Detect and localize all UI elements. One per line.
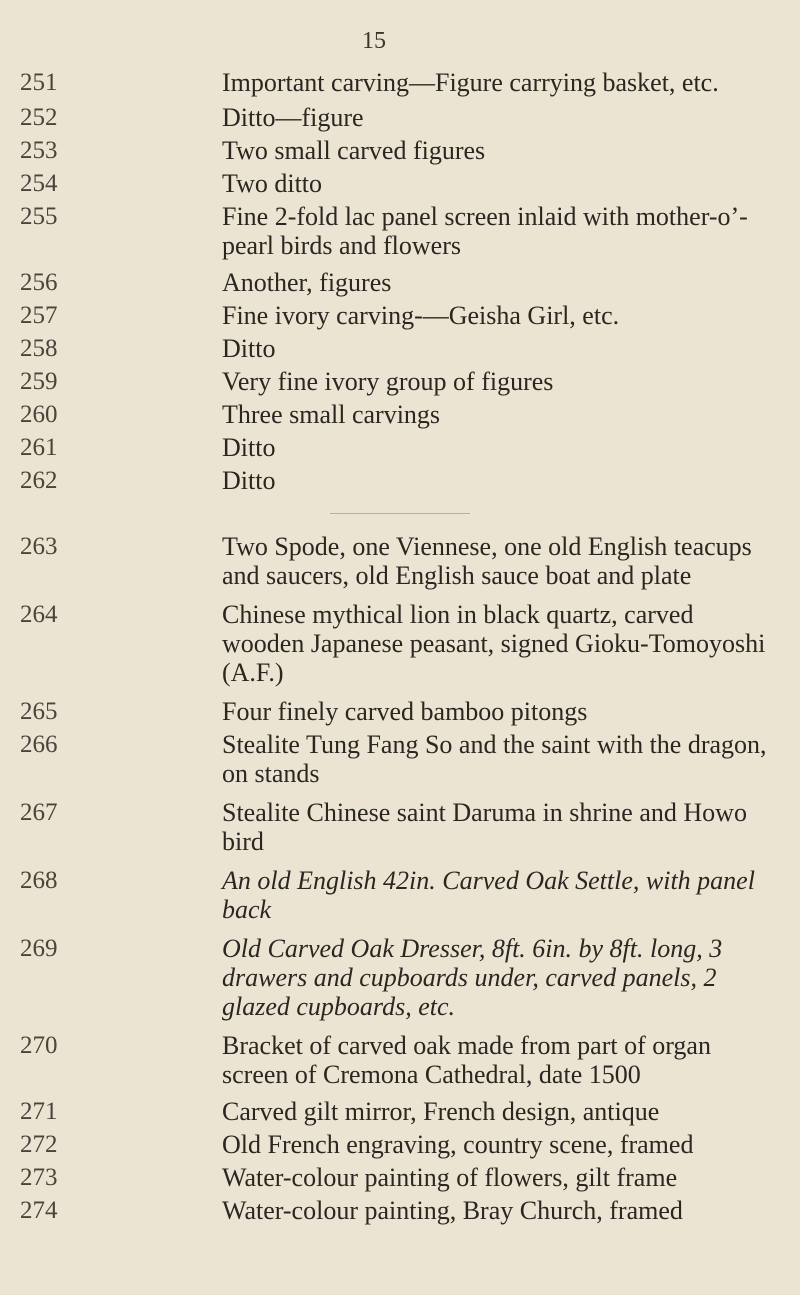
section-divider <box>330 513 470 514</box>
lot-number: 263 <box>20 533 58 560</box>
lot-description: Water-colour painting, Bray Church, framed <box>222 1196 683 1225</box>
lot-number: 258 <box>20 335 58 362</box>
lot-entry <box>0 169 800 198</box>
lot-entry <box>0 730 800 788</box>
lot-entry <box>0 103 800 132</box>
lot-number: 269 <box>20 935 58 962</box>
lot-number: 273 <box>20 1164 58 1191</box>
lot-entry <box>0 532 800 590</box>
lot-description: An old English 42in. Carved Oak Settle, with panel back <box>222 866 755 924</box>
lot-number: 262 <box>20 467 58 494</box>
lot-entry <box>0 1196 800 1225</box>
lot-description: Two Spode, one Viennese, one old English teacups and saucers, old English sauce boat and plate <box>222 532 752 590</box>
lot-entry <box>0 934 800 1021</box>
lot-number: 274 <box>20 1197 58 1224</box>
lot-entry <box>0 600 800 687</box>
lot-description: Bracket of carved oak made from part of organ screen of Cremona Cathedral, date 1500 <box>222 1031 711 1089</box>
lot-entry <box>0 68 800 97</box>
lot-number: 271 <box>20 1098 58 1125</box>
lot-number: 265 <box>20 698 58 725</box>
lot-entry <box>0 1031 800 1089</box>
page-number: 15 <box>362 28 386 54</box>
lot-entry <box>0 1163 800 1192</box>
lot-entry <box>0 268 800 297</box>
lot-description: Old Carved Oak Dresser, 8ft. 6in. by 8ft. long, 3 drawers and cupboards under, carved panels, 2 glazed cupboards, etc. <box>222 934 723 1021</box>
lot-description: Three small carvings <box>222 400 441 429</box>
lot-description: Water-colour painting of flowers, gilt frame <box>222 1163 678 1192</box>
lot-entry <box>0 400 800 429</box>
lot-description: Fine 2-fold lac panel screen inlaid with mother-o’-pearl birds and flowers <box>222 202 748 260</box>
lot-number: 261 <box>20 434 58 461</box>
lot-number: 253 <box>20 137 58 164</box>
lot-description: Another, figures <box>222 268 392 297</box>
lot-entry <box>0 1097 800 1126</box>
lot-description: Fine ivory carving-—Geisha Girl, etc. <box>222 301 620 330</box>
lot-entry <box>0 367 800 396</box>
lot-number: 268 <box>20 867 58 894</box>
lot-number: 266 <box>20 731 58 758</box>
lot-number: 260 <box>20 401 58 428</box>
lot-group-oriental <box>0 68 800 495</box>
lot-number: 272 <box>20 1131 58 1158</box>
lot-entry <box>0 202 800 260</box>
lot-description: Old French engraving, country scene, framed <box>222 1130 694 1159</box>
lot-entry <box>0 301 800 330</box>
lot-description: Very fine ivory group of figures <box>222 367 554 396</box>
lot-number: 252 <box>20 104 58 131</box>
lot-description: Four finely carved bamboo pitongs <box>222 697 588 726</box>
lot-number: 257 <box>20 302 58 329</box>
lot-description: Carved gilt mirror, French design, antique <box>222 1097 660 1126</box>
lot-number: 256 <box>20 269 58 296</box>
lot-description: Ditto <box>222 433 276 462</box>
lot-entry <box>0 866 800 924</box>
lot-description: Ditto—figure <box>222 103 364 132</box>
lot-entry <box>0 697 800 726</box>
lot-entry <box>0 1130 800 1159</box>
lot-description: Important carving—Figure carrying basket, etc. <box>222 68 719 97</box>
lot-number: 251 <box>20 69 58 96</box>
lot-number: 267 <box>20 799 58 826</box>
lot-entry <box>0 466 800 495</box>
lot-description: Chinese mythical lion in black quartz, carved wooden Japanese peasant, signed Gioku-Tomoyoshi (A.F.) <box>222 600 766 687</box>
lot-entry <box>0 334 800 363</box>
lot-description: Ditto <box>222 334 276 363</box>
lot-description: Stealite Chinese saint Daruma in shrine and Howo bird <box>222 798 747 856</box>
lot-number: 270 <box>20 1032 58 1059</box>
lot-number: 259 <box>20 368 58 395</box>
lot-description: Stealite Tung Fang So and the saint with the dragon, on stands <box>222 730 767 788</box>
lot-number: 255 <box>20 203 58 230</box>
lot-entry <box>0 798 800 856</box>
lot-description: Two small carved figures <box>222 136 486 165</box>
lot-description: Ditto <box>222 466 276 495</box>
lot-number: 254 <box>20 170 58 197</box>
lot-description: Two ditto <box>222 169 323 198</box>
lot-number: 264 <box>20 601 58 628</box>
lot-entry <box>0 433 800 462</box>
lot-group-miscellaneous <box>0 532 800 1225</box>
lot-entry <box>0 136 800 165</box>
lot-list <box>0 68 800 1225</box>
